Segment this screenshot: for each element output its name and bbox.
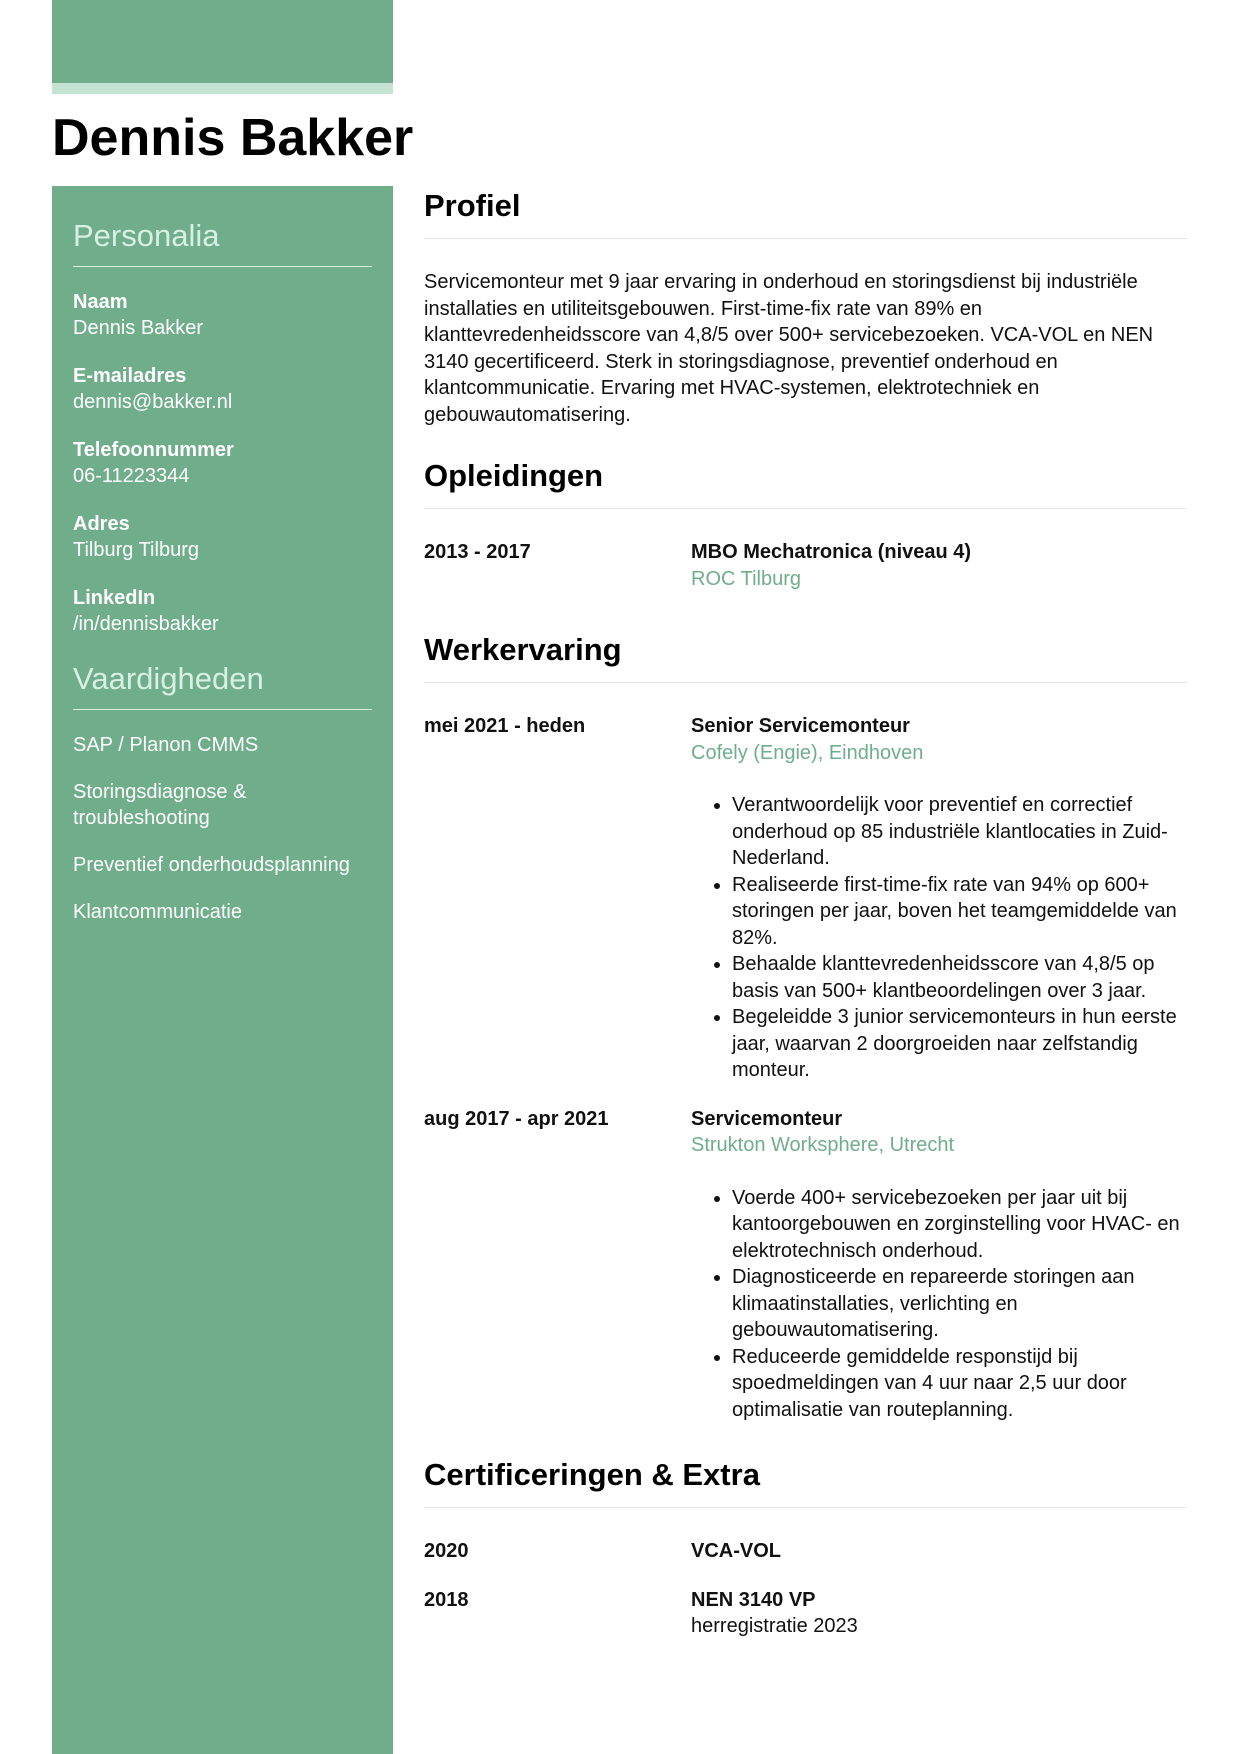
entry-date: 2018 [424,1588,469,1611]
personalia-item-naam [73,289,372,341]
skills-divider [73,709,372,710]
personalia-divider [73,266,372,267]
entry-title: Senior Servicemonteur [691,715,910,737]
skill-item: SAP / Planon CMMS [73,734,259,756]
personalia-label: LinkedIn [73,587,156,609]
job-bullet: • Verantwoordelijk voor preventief en correctief onderhoud op 85 industriële klantlocaties in Zuid-Nederland. [732,792,1187,872]
entry-date: aug 2017 - apr 2021 [424,1107,609,1130]
personalia-label: Telefoonnummer [73,439,234,461]
job-bullet: • Voerde 400+ servicebezoeken per jaar uit bij kantoorgebouwen en zorginstelling voor HVAC- en elektrotechnisch onderhoud. [732,1185,1187,1265]
personalia-heading: Personalia [73,218,220,253]
entry-body [691,1538,1187,1565]
skill-item: Storingsdiagnose & troubleshooting [73,781,247,829]
profiel-heading: Profiel [424,188,521,223]
candidate-name: Dennis Bakker [52,109,414,167]
entry-date: 2013 - 2017 [424,541,531,563]
job-bullet: • Reduceerde gemiddelde responstijd bij spoedmeldingen van 4 uur naar 2,5 uur door optimalisatie van routeplanning. [732,1344,1187,1424]
certificate-entry [424,1587,1187,1640]
personalia-value: /in/dennisbakker [73,613,219,635]
personalia-value: dennis@bakker.nl [73,391,233,413]
entry-date: mei 2021 - heden [424,715,586,737]
personalia-value: Dennis Bakker [73,317,204,339]
personalia-item-adres [73,511,372,563]
section-divider [424,1507,1187,1508]
entry-body [691,539,1187,592]
personalia-label: Naam [73,291,128,313]
entry-body [691,713,1187,1084]
profiel-section [424,186,1187,428]
sidebar [52,186,393,1754]
header-accent-stripe [52,83,393,94]
certificeringen-heading: Certificeringen & Extra [424,1457,760,1492]
job-bullet: • Realiseerde first-time-fix rate van 94% op 600+ storingen per jaar, boven het teamgemiddelde van 82%. [732,872,1187,952]
entry-org: ROC Tilburg [691,567,802,590]
entry-title: NEN 3140 VP [691,1588,816,1611]
personalia-value: 06-11223344 [73,465,190,487]
entry-title: VCA-VOL [691,1540,781,1562]
skill-item: Klantcommunicatie [73,901,242,923]
personalia-item-linkedin [73,585,372,637]
personalia-value: Tilburg Tilburg [73,539,199,561]
entry-date: 2020 [424,1540,469,1562]
header-accent-bar [52,0,393,83]
spacer [424,614,1187,630]
spacer [424,1445,1187,1455]
entry-subtitle: herregistratie 2023 [691,1615,858,1637]
certificeringen-section [424,1455,1187,1640]
job-bullets [691,792,1187,1084]
opleidingen-heading: Opleidingen [424,458,604,493]
werkervaring-heading: Werkervaring [424,632,622,667]
job-entry [424,713,1187,1084]
entry-org: Strukton Worksphere, Utrecht [691,1134,955,1156]
personalia-item-email [73,363,372,415]
job-bullet: • Diagnosticeerde en repareerde storingen aan klimaatinstallaties, verlichting en gebouwautomatisering. [732,1264,1187,1344]
entry-body [691,1106,1187,1424]
job-bullets [691,1185,1187,1424]
entry-org: Cofely (Engie), Eindhoven [691,741,924,764]
section-divider [424,508,1187,509]
entry-title: Servicemonteur [691,1107,843,1130]
entry-title: MBO Mechatronica (niveau 4) [691,541,972,563]
main-content [424,186,1187,1662]
personalia-label: Adres [73,513,130,535]
section-divider [424,238,1187,239]
job-bullet: • Begeleidde 3 junior servicemonteurs in hun eerste jaar, waarvan 2 doorgroeiden naar zelfstandig monteur. [732,1004,1187,1084]
skill-item: Preventief onderhoudsplanning [73,854,350,876]
skills-heading: Vaardigheden [73,661,264,696]
job-bullet: • Behaalde klanttevredenheidsscore van 4,8/5 op basis van 500+ klantbeoordelingen over 3 jaar. [732,951,1187,1004]
job-entry [424,1106,1187,1424]
personalia-label: E-mailadres [73,365,187,387]
werkervaring-section [424,630,1187,1455]
entry-body [691,1587,1187,1640]
section-divider [424,682,1187,683]
education-entry [424,539,1187,592]
opleidingen-section [424,456,1187,630]
certificate-entry [424,1538,1187,1565]
personalia-item-telefoon [73,437,372,489]
profiel-text: Servicemonteur met 9 jaar ervaring in onderhoud en storingsdienst bij industriële installaties en utiliteitsgebouwen. First-time-fix rate van 89% en klanttevredenheidsscore van 4,8/5 over 500+ servicebezoeken. VCA-VOL en NEN 3140 gecertificeerd. Sterk in storingsdiagnose, preventief onderhoud en klantcommunicatie. Ervaring met HVAC-systemen, elektrotechniek en gebouwautomatisering. [424,271,1154,426]
